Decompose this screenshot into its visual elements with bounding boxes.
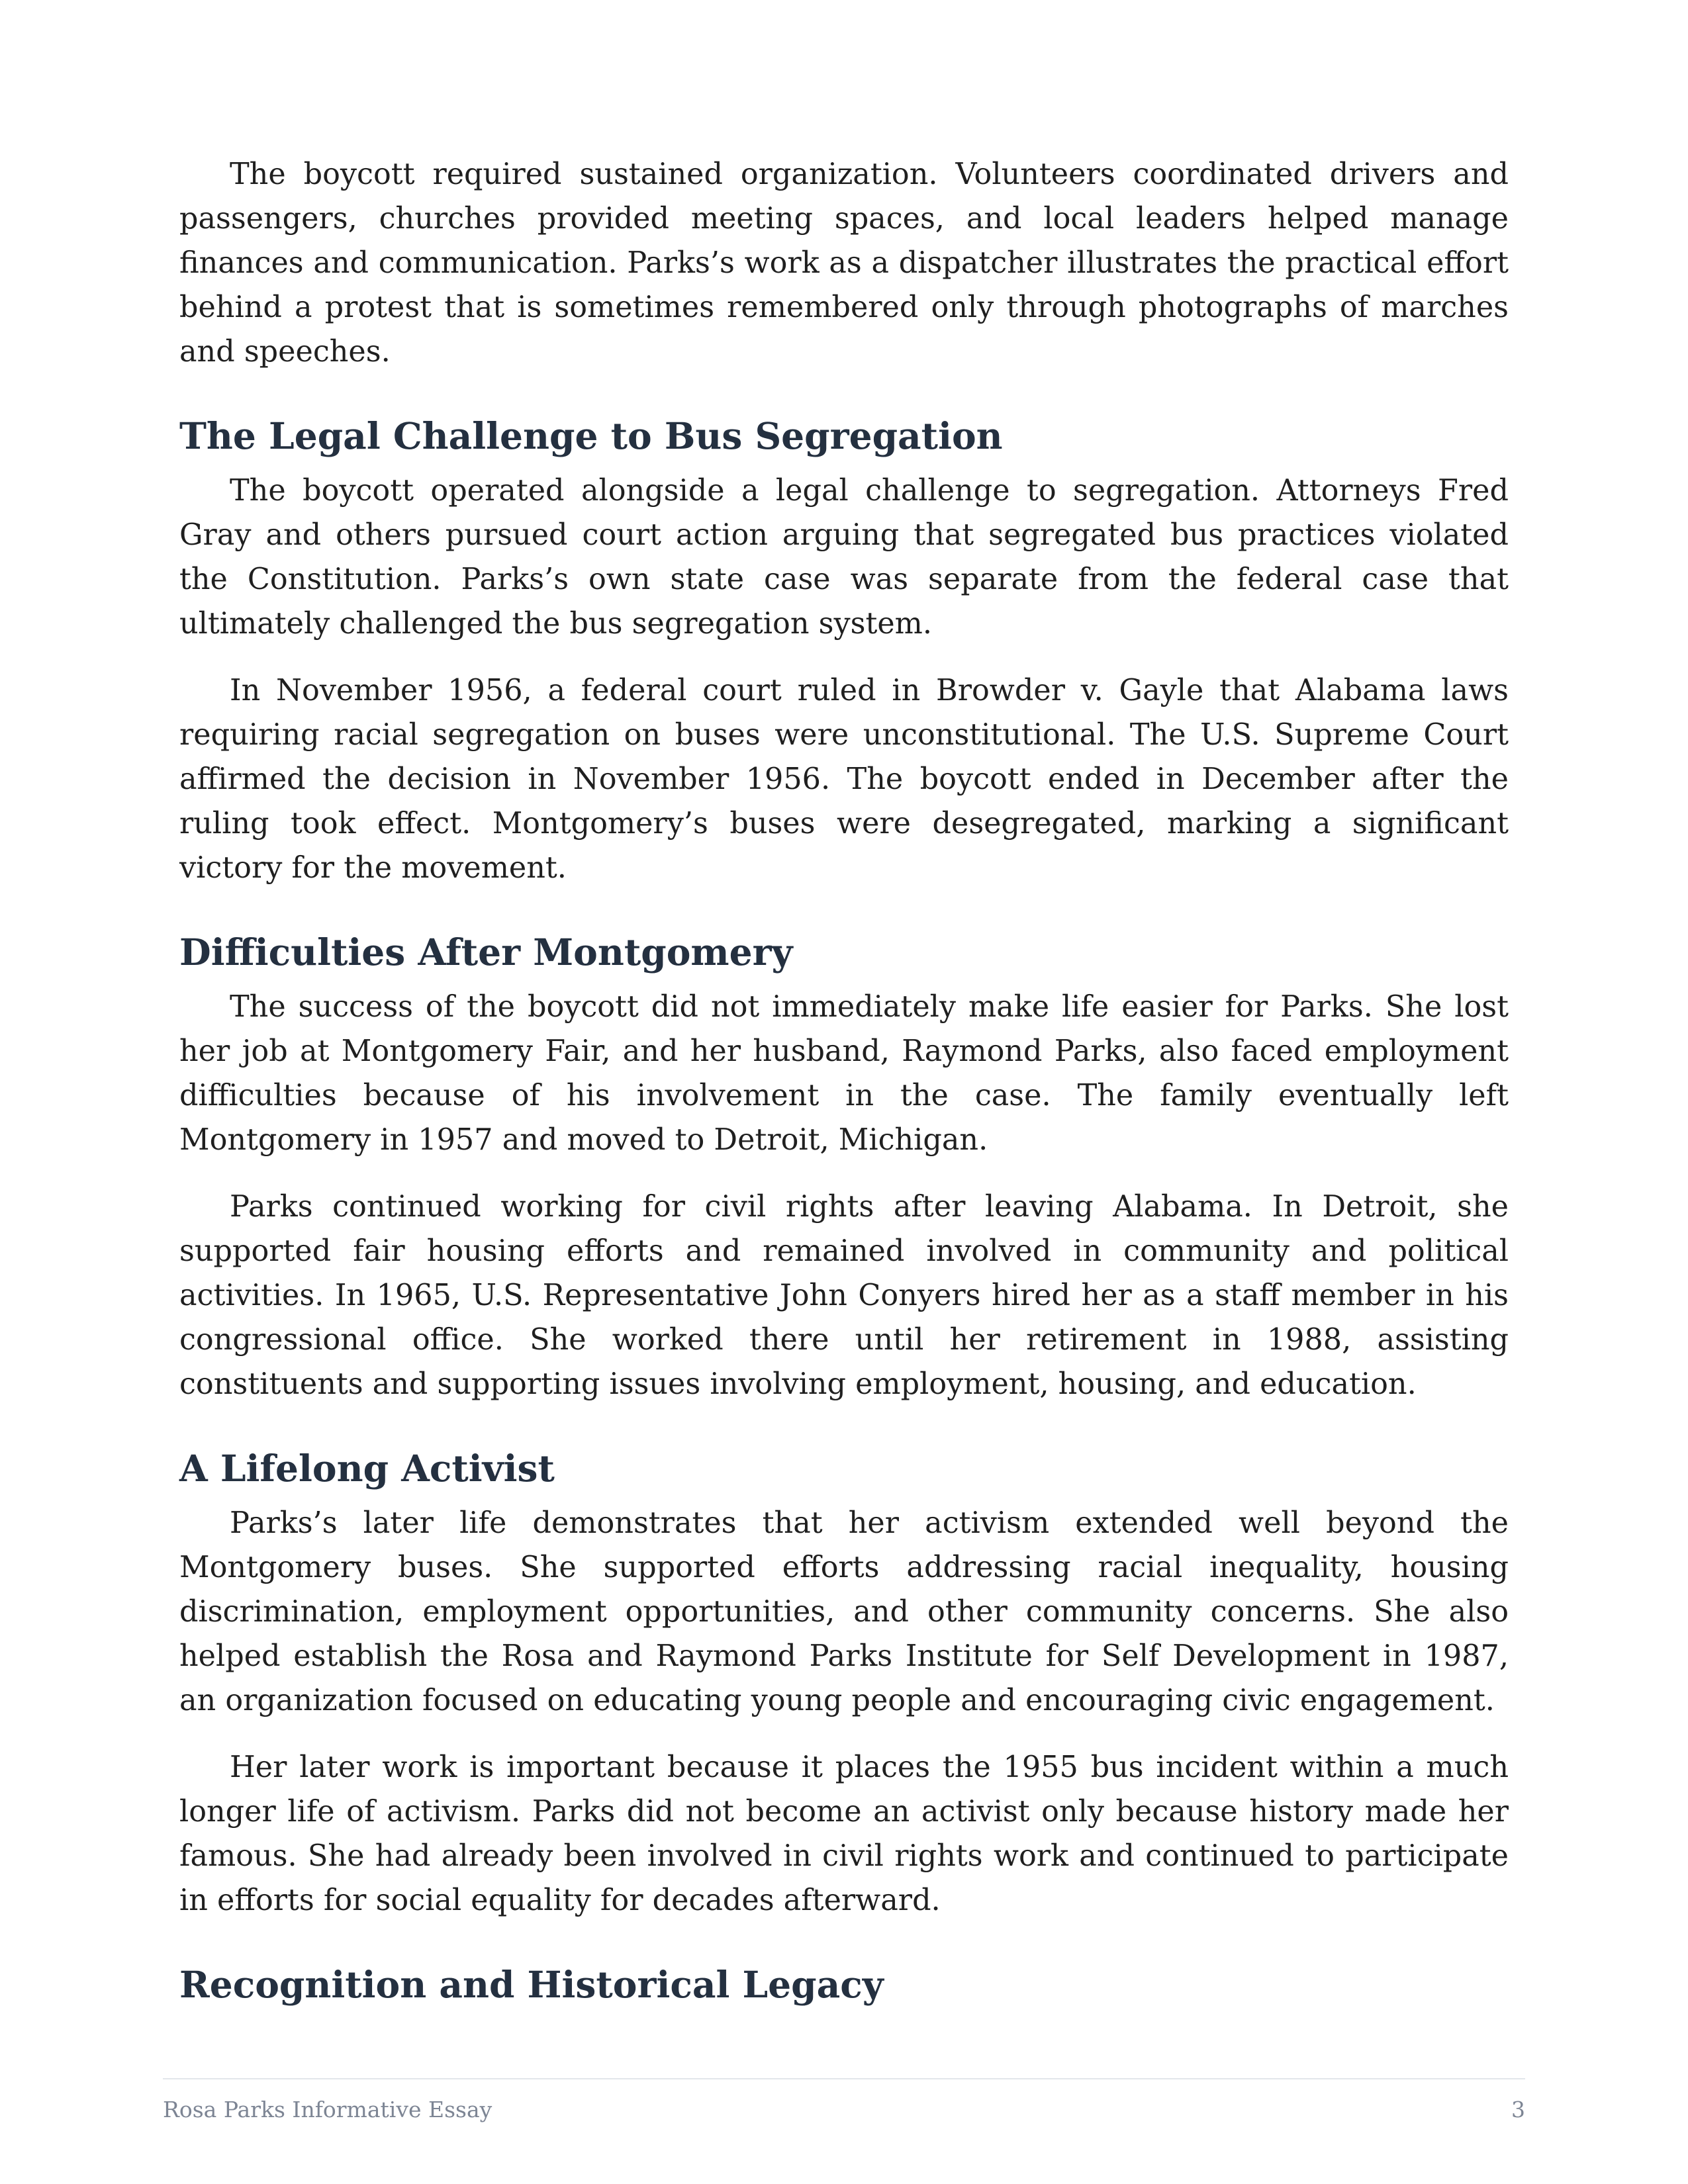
paragraph-browder-ruling: In November 1956, a federal court ruled in Browder v. Gayle that Alabama laws requiring racial segregation on buses were unconstitutional. The U.S. Supreme Court affirmed the decision in November 1956. The boycott ended in December after the ruling took effect. Montgomery’s buses were desegregated, marking a significant victory for the movement. <box>179 674 1509 885</box>
heading-lifelong-activist: A Lifelong Activist <box>179 1447 555 1490</box>
heading-difficulties: Difficulties After Montgomery <box>179 931 793 974</box>
footer-page-number: 3 <box>1511 2097 1525 2122</box>
page-footer <box>163 2078 1525 2122</box>
paragraph-detroit-work: Parks continued working for civil rights after leaving Alabama. In Detroit, she supported fair housing efforts and remained involved in community and political activities. In 1965, U.S. Representative John Conyers hired her as a staff member in his congressional office. She worked there until her retirement in 1988, assisting constituents and supporting issues involving employment, housing, and education. <box>179 1190 1509 1401</box>
essay-body <box>179 152 1509 2017</box>
heading-legal-challenge: The Legal Challenge to Bus Segregation <box>179 414 1003 457</box>
paragraph-lost-job: The success of the boycott did not immediately make life easier for Parks. She lost her job at Montgomery Fair, and her husband, Raymond Parks, also faced employment difficulties because of his involvement in the case. The family eventually left Montgomery in 1957 and moved to Detroit, Michigan. <box>179 990 1509 1157</box>
paragraph-later-work: Her later work is important because it places the 1955 bus incident within a much longer life of activism. Parks did not become an activist only because history made her famous. She had already been involved in civil rights work and continued to participate in efforts for social equality for decades afterward. <box>179 1751 1509 1917</box>
heading-recognition-legacy: Recognition and Historical Legacy <box>179 1963 884 2006</box>
paragraph-legal-challenge: The boycott operated alongside a legal challenge to segregation. Attorneys Fred Gray and others pursued court action arguing that segregated bus practices violated the Constitution. Parks’s own state case was separate from the federal case that ultimately challenged the bus segregation system. <box>179 474 1509 641</box>
paragraph-boycott-organization: The boycott required sustained organization. Volunteers coordinated drivers and passengers, churches provided meeting spaces, and local leaders helped manage finances and communication. Parks’s work as a dispatcher illustrates the practical effort behind a protest that is sometimes remembered only through photographs of marches and speeches. <box>179 158 1509 369</box>
footer-document-title: Rosa Parks Informative Essay <box>163 2097 492 2122</box>
paragraph-later-life: Parks’s later life demonstrates that her activism extended well beyond the Montgomery buses. She supported efforts addressing racial inequality, housing discrimination, employment opportunities, and other community concerns. She also helped establish the Rosa and Raymond Parks Institute for Self Development in 1987, an organization focused on educating young people and encouraging civic engagement. <box>179 1506 1509 1717</box>
